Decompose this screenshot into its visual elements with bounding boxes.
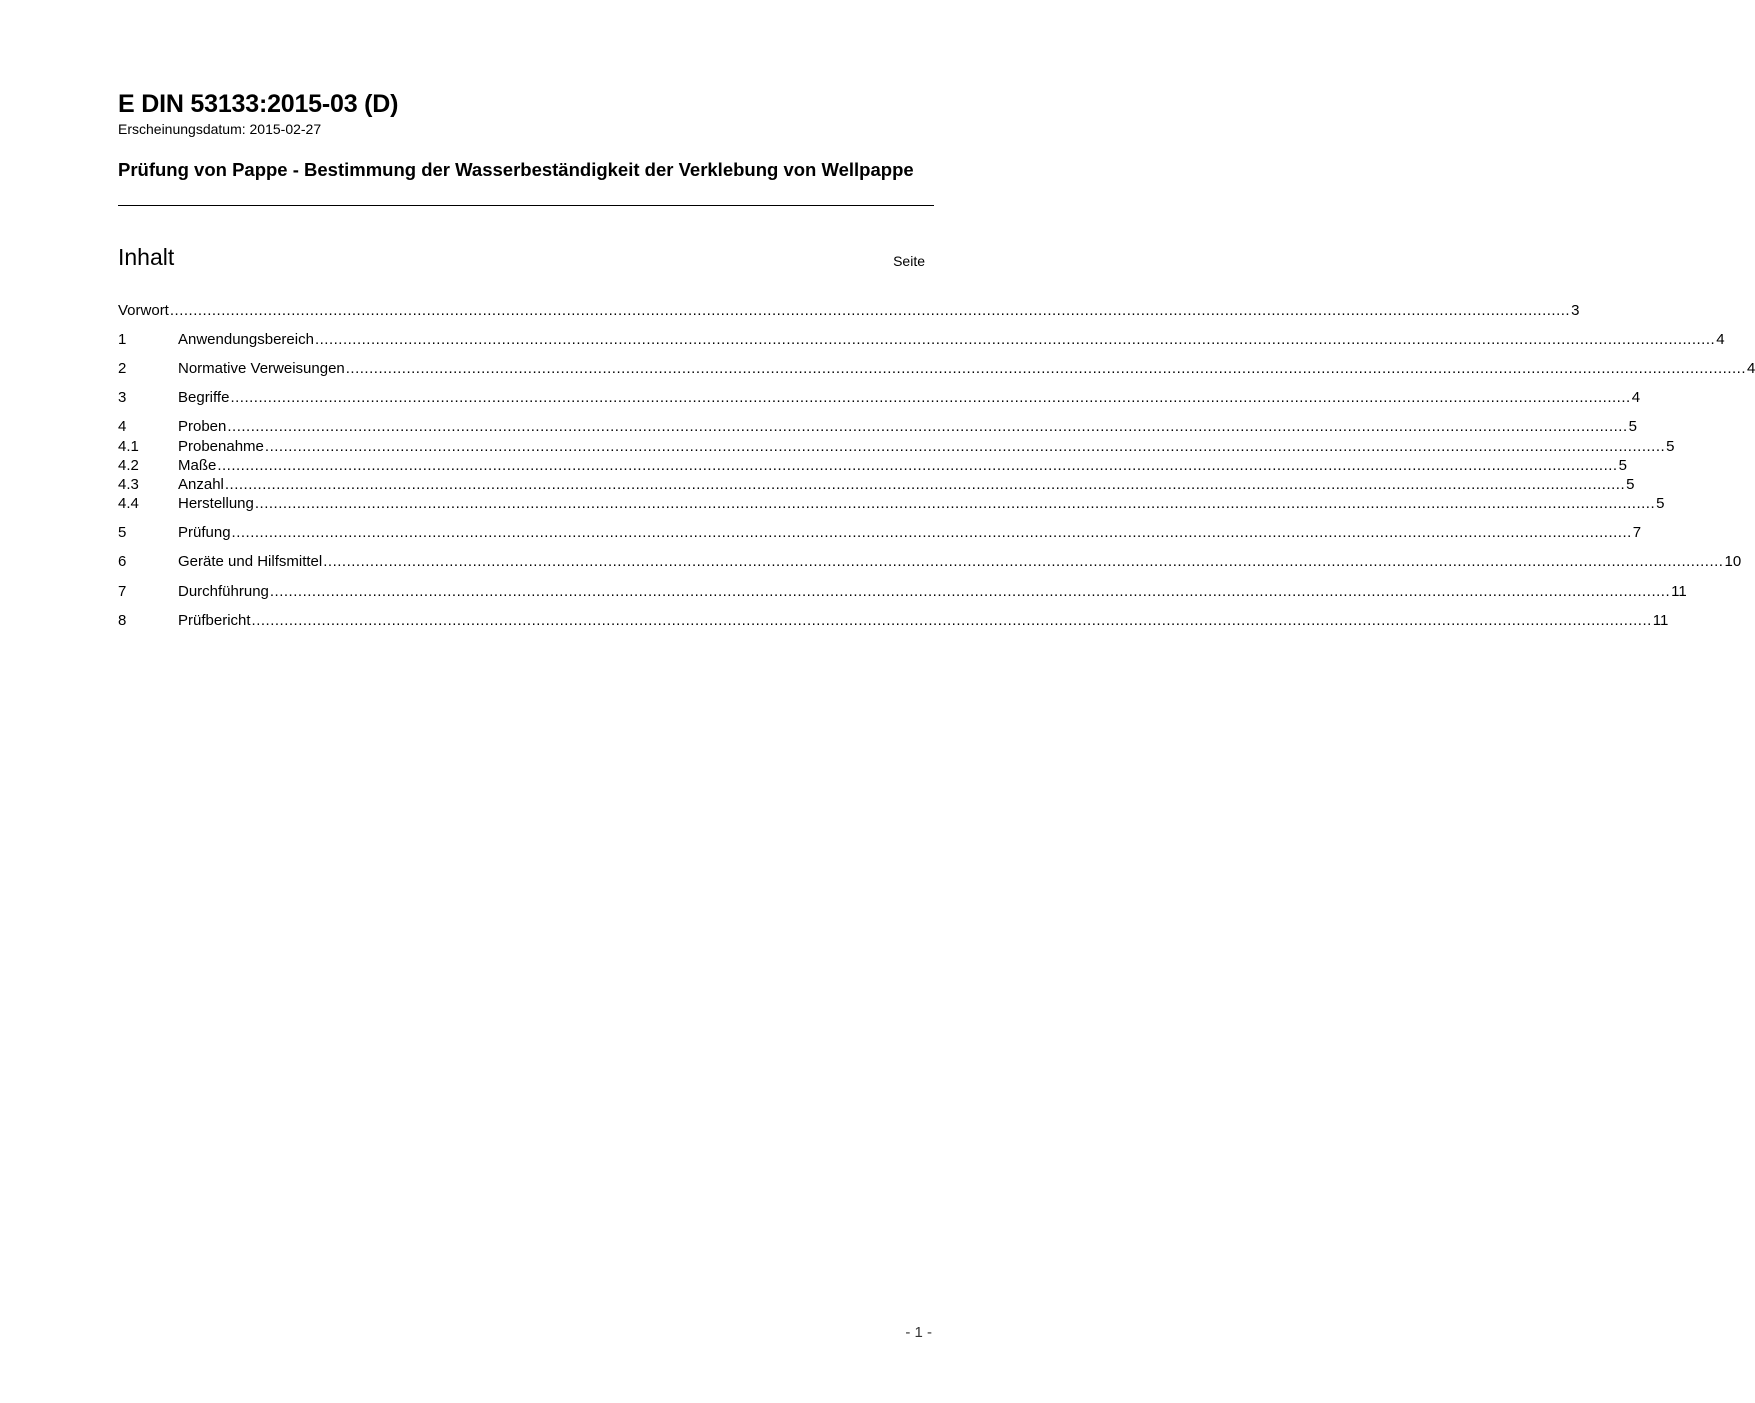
toc-entry-label: Anzahl bbox=[178, 476, 224, 493]
toc-page-column-label: Seite bbox=[893, 253, 925, 269]
toc-entry-label: Vorwort bbox=[118, 302, 169, 319]
toc-entry-page: 5 bbox=[1656, 495, 1665, 512]
toc-entry-page: 5 bbox=[1626, 476, 1635, 493]
toc-entry-number: 4.3 bbox=[118, 476, 139, 493]
toc-entry-label: Maße bbox=[178, 457, 217, 474]
toc-entry-page: 4 bbox=[1716, 331, 1725, 348]
toc-leader-dots: ............................................................................................................................................................................................................................................................................................................ bbox=[231, 524, 1632, 541]
toc-entry-label: Probenahme bbox=[178, 438, 264, 455]
toc-entry-number: 4 bbox=[118, 418, 127, 435]
toc-entry-number: 4.2 bbox=[118, 457, 139, 474]
toc-entry-number: 5 bbox=[118, 524, 127, 541]
toc-leader-dots: ............................................................................................................................................................................................................................................................................................................ bbox=[227, 418, 1628, 435]
toc-entry-number: 4.1 bbox=[118, 438, 139, 455]
toc-entry-4-3[interactable] bbox=[118, 475, 1635, 494]
toc-leader-dots: ............................................................................................................................................................................................................................................................................................................ bbox=[217, 457, 1618, 474]
toc-entry-7[interactable] bbox=[118, 582, 1687, 601]
toc-entry-page: 11 bbox=[1652, 612, 1669, 629]
toc-entry-8[interactable] bbox=[118, 611, 1669, 630]
toc-entry-page: 10 bbox=[1724, 553, 1742, 570]
toc-entry-label: Prüfbericht bbox=[178, 612, 251, 629]
toc-leader-dots: ............................................................................................................................................................................................................................................................................................................ bbox=[230, 389, 1631, 406]
toc-entry-number: 7 bbox=[118, 583, 127, 600]
toc-entry-5[interactable] bbox=[118, 523, 1642, 542]
toc-entry-label: Proben bbox=[178, 418, 227, 435]
toc-entry-number: 3 bbox=[118, 389, 127, 406]
toc-entry-2[interactable] bbox=[118, 359, 1755, 378]
document-title: Prüfung von Pappe - Bestimmung der Wasserbeständigkeit der Verklebung von Wellpappe bbox=[118, 159, 914, 180]
toc-entry-6[interactable] bbox=[118, 552, 1742, 571]
toc-entry-label: Herstellung bbox=[178, 495, 254, 512]
toc-entry-number: 1 bbox=[118, 331, 127, 348]
toc-entry-page: 4 bbox=[1747, 360, 1755, 377]
toc-leader-dots: ............................................................................................................................................................................................................................................................................................................ bbox=[254, 495, 1656, 512]
toc-leader-dots: ............................................................................................................................................................................................................................................................................................................ bbox=[345, 360, 1747, 377]
toc-entry-number: 6 bbox=[118, 553, 127, 570]
toc-leader-dots: ............................................................................................................................................................................................................................................................................................................ bbox=[264, 438, 1666, 455]
toc-entry-number: 2 bbox=[118, 360, 127, 377]
toc-entry-page: 5 bbox=[1666, 438, 1675, 455]
toc-leader-dots: ............................................................................................................................................................................................................................................................................................................ bbox=[224, 476, 1626, 493]
toc-entry-label: Anwendungsbereich bbox=[178, 331, 314, 348]
toc-leader-dots: ............................................................................................................................................................................................................................................................................................................ bbox=[314, 331, 1716, 348]
toc-entry-label: Durchführung bbox=[178, 583, 269, 600]
toc-entry-4-1[interactable] bbox=[118, 437, 1675, 456]
toc-heading: Inhalt bbox=[118, 244, 175, 270]
toc-entry-vorwort[interactable] bbox=[118, 301, 1580, 320]
toc-entry-label: Geräte und Hilfsmittel bbox=[178, 553, 323, 570]
toc-entry-label: Begriffe bbox=[178, 389, 230, 406]
publication-date: Erscheinungsdatum: 2015-02-27 bbox=[118, 121, 322, 137]
toc-entry-4[interactable] bbox=[118, 417, 1637, 436]
toc-entry-page: 3 bbox=[1571, 302, 1580, 319]
toc-entry-4-4[interactable] bbox=[118, 494, 1665, 513]
toc-entry-page: 5 bbox=[1628, 418, 1637, 435]
document-id: E DIN 53133:2015-03 (D) bbox=[118, 90, 399, 118]
toc-entry-4-2[interactable] bbox=[118, 456, 1627, 475]
toc-entry-number: 8 bbox=[118, 612, 127, 629]
toc-entry-number: 4.4 bbox=[118, 495, 139, 512]
toc-leader-dots: ............................................................................................................................................................................................................................................................................................................ bbox=[251, 612, 1652, 629]
toc-leader-dots: ............................................................................................................................................................................................................................................................................................................ bbox=[169, 302, 1571, 319]
toc-entry-page: 7 bbox=[1632, 524, 1642, 541]
toc-entry-label: Prüfung bbox=[178, 524, 231, 541]
toc-entry-label: Normative Verweisungen bbox=[178, 360, 345, 377]
title-divider bbox=[118, 205, 934, 206]
toc-entry-3[interactable] bbox=[118, 388, 1641, 407]
toc-entry-1[interactable] bbox=[118, 330, 1725, 349]
toc-leader-dots: ............................................................................................................................................................................................................................................................................................................ bbox=[269, 583, 1671, 600]
toc-entry-page: 11 bbox=[1671, 583, 1687, 600]
page-number: - 1 - bbox=[905, 1324, 932, 1341]
toc-entry-page: 5 bbox=[1618, 457, 1627, 474]
toc-leader-dots: ............................................................................................................................................................................................................................................................................................................ bbox=[323, 553, 1724, 570]
toc-entry-page: 4 bbox=[1631, 389, 1641, 406]
